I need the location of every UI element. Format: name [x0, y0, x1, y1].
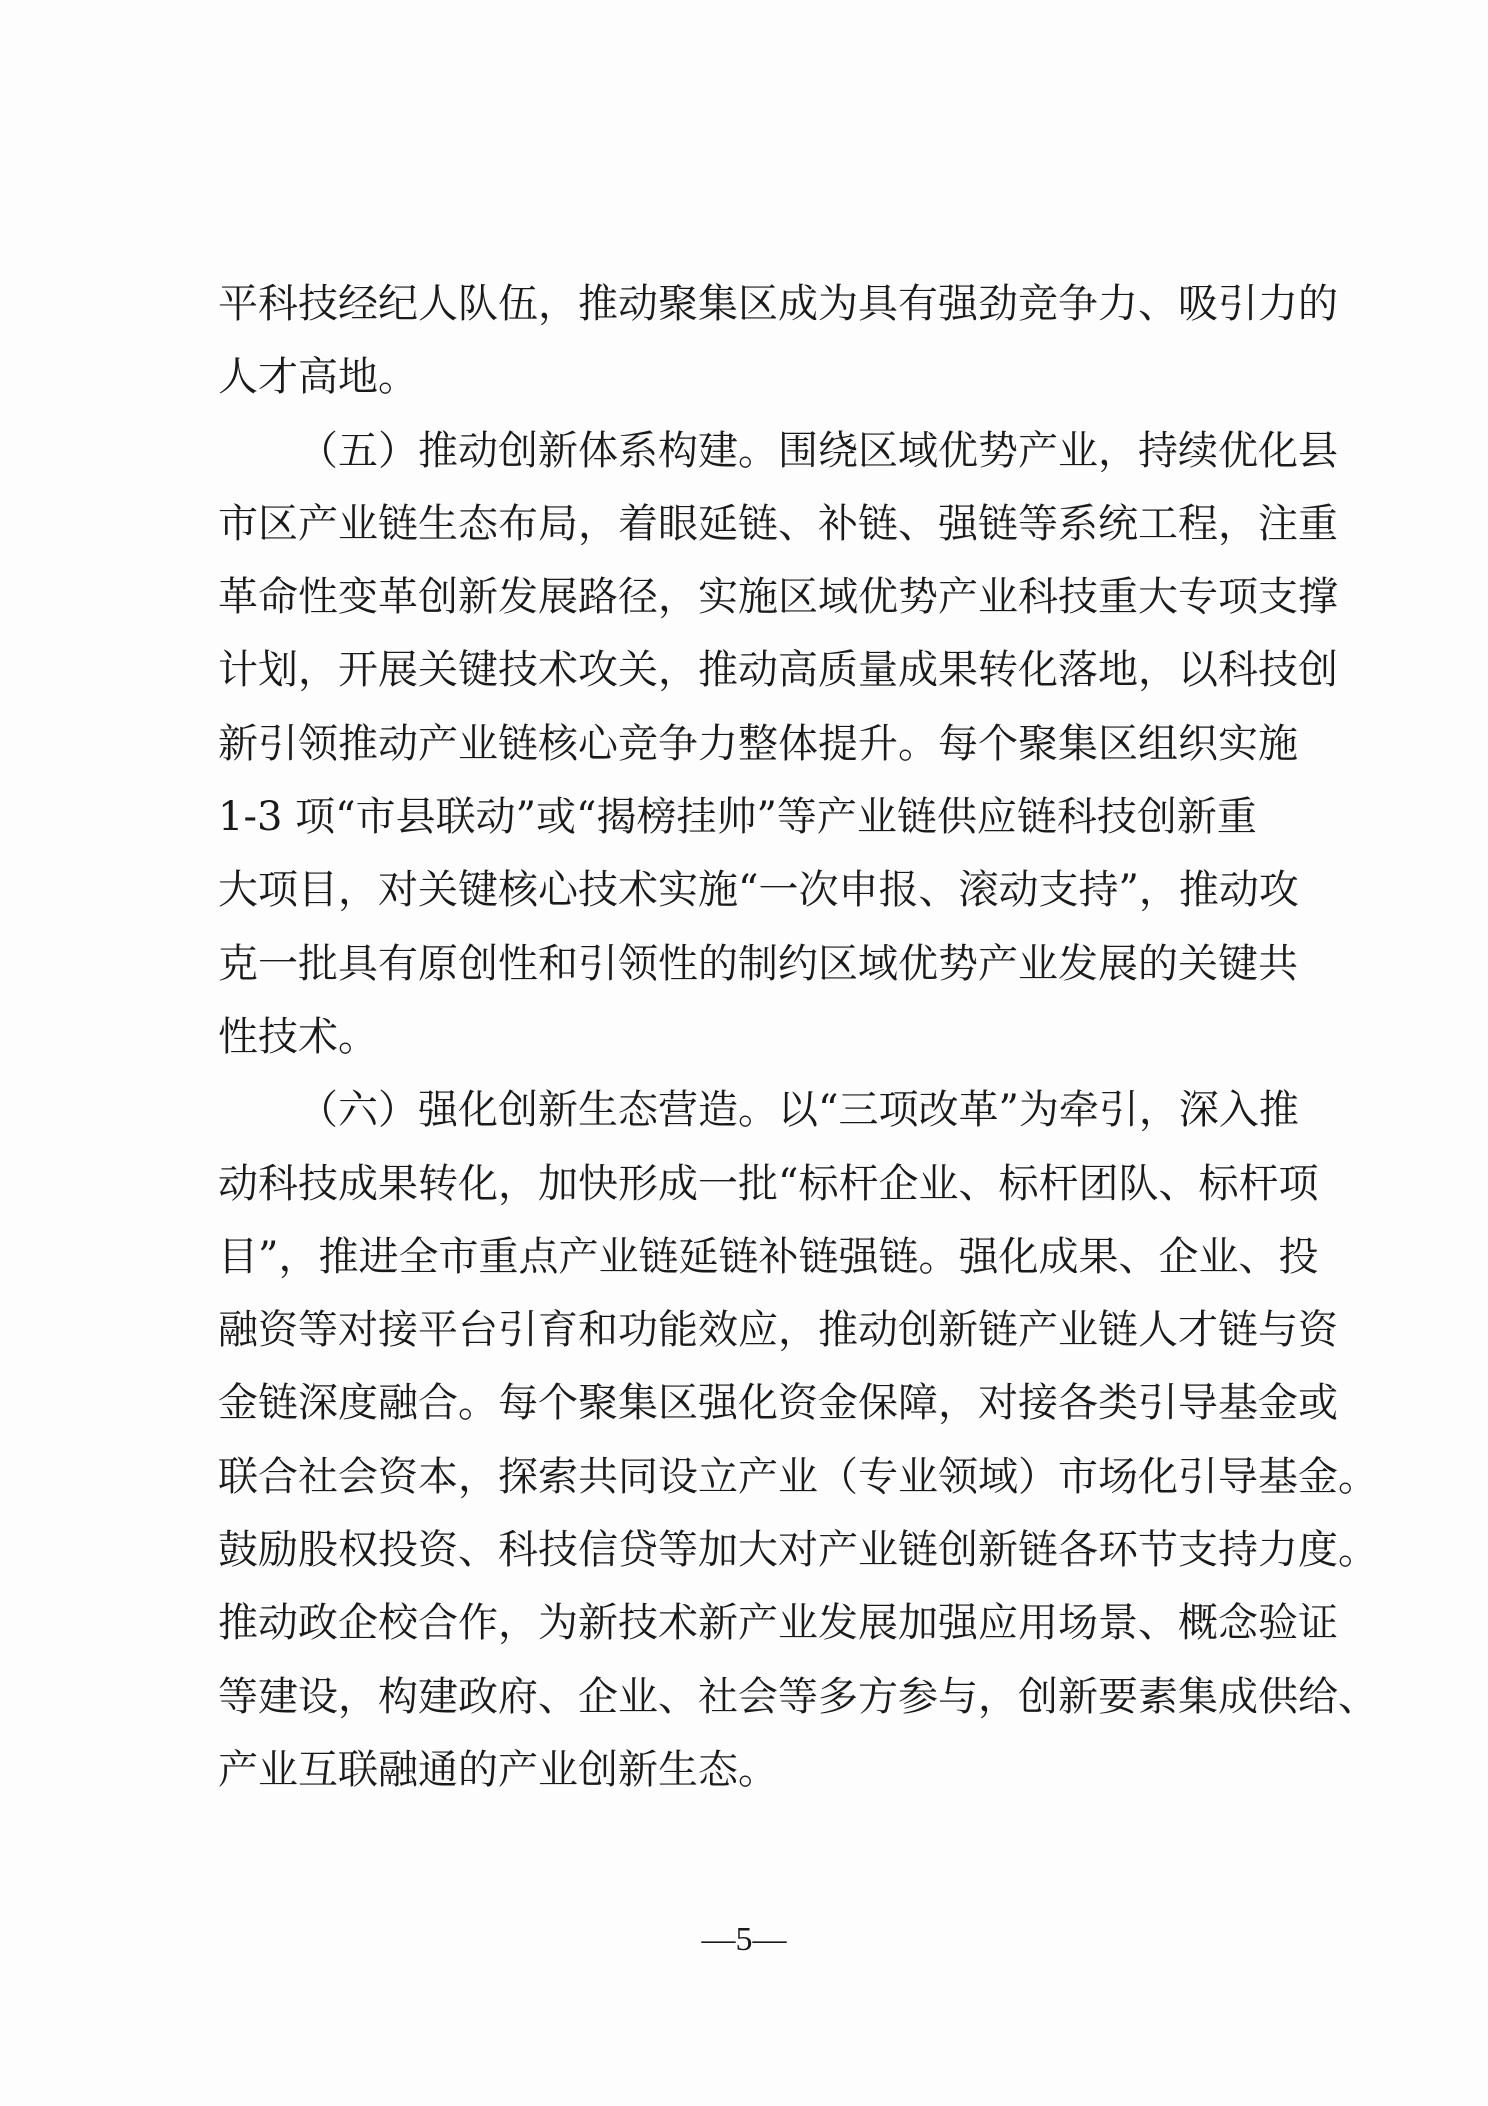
text-line: 目”，推进全市重点产业链延链补链强链。强化成果、企业、投 [218, 1233, 1319, 1280]
text-line: 1-3 项“市县联动”或“揭榜挂帅”等产业链供应链科技创新重 [218, 794, 1257, 841]
text-line: 等建设，构建政府、企业、社会等多方参与，创新要素集成供给、 [218, 1673, 1378, 1720]
text-line: 性技术。 [218, 1013, 378, 1060]
text-line: 大项目，对关键核心技术实施“一次申报、滚动支持”，推动攻 [218, 867, 1299, 914]
text-line: 计划，开展关键技术攻关，推动高质量成果转化落地，以科技创 [218, 647, 1338, 694]
text-line: 动科技成果转化，加快形成一批“标杆企业、标杆团队、标杆项 [218, 1160, 1319, 1207]
text-line: 联合社会资本，探索共同设立产业（专业领域）市场化引导基金。 [218, 1453, 1378, 1500]
text-line: 平科技经纪人队伍，推动聚集区成为具有强劲竞争力、吸引力的 [218, 281, 1338, 327]
section-heading-line: （六）强化创新生态营造。以“三项改革”为牵引，深入推 [298, 1087, 1299, 1134]
text-line: 克一批具有原创性和引领性的制约区域优势产业发展的关键共 [218, 940, 1298, 987]
section-heading-line: （五）推动创新体系构建。围绕区域优势产业，持续优化县 [298, 427, 1338, 474]
text-line: 革命性变革创新发展路径，实施区域优势产业科技重大专项支撑 [218, 574, 1338, 621]
body-text [218, 268, 1378, 1807]
text-line: 金链深度融合。每个聚集区强化资金保障，对接各类引导基金或 [218, 1380, 1338, 1427]
text-line: 融资等对接平台引育和功能效应，推动创新链产业链人才链与资 [218, 1307, 1338, 1354]
text-line: 市区产业链生态布局，着眼延链、补链、强链等系统工程，注重 [218, 500, 1338, 547]
text-line: 新引领推动产业链核心竞争力整体提升。每个聚集区组织实施 [218, 720, 1298, 767]
text-line: 推动政企校合作，为新技术新产业发展加强应用场景、概念验证 [218, 1600, 1338, 1647]
text-line: 鼓励股权投资、科技信贷等加大对产业链创新链各环节支持力度。 [218, 1527, 1378, 1574]
text-line: 产业互联融通的产业创新生态。 [218, 1746, 778, 1793]
text-line: 人才高地。 [218, 354, 418, 401]
page-number: —5— [701, 1921, 787, 1958]
